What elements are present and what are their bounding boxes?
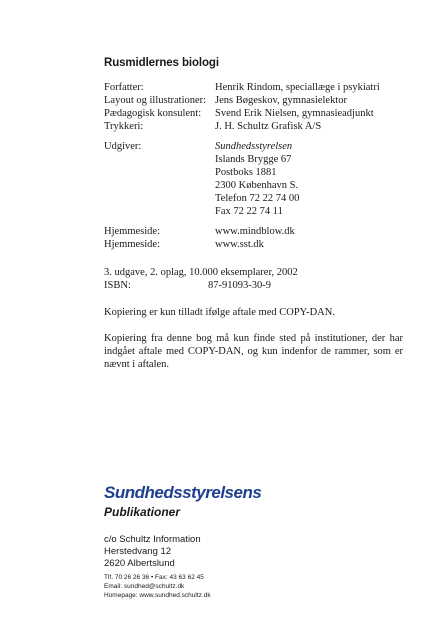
credit-label: Forfatter:: [104, 82, 144, 93]
copy-notice-detail: Kopiering fra denne bog må kun finde sted på institutioner, der har indgået aftale med COPY-DAN, og kun indenfor de rammer, som er nævnt i aftalen.: [104, 333, 403, 370]
isbn-label: ISBN:: [104, 280, 131, 291]
publisher-address-text: 2300 København S.: [215, 180, 299, 191]
publisher-name: Sundhedsstyrelsen: [215, 141, 293, 152]
website-label: Hjemmeside:: [104, 239, 160, 250]
contact-line: Tlf. 70 26 26 36 • Fax: 43 63 62 45: [104, 574, 204, 581]
website-label: Hjemmeside:: [104, 226, 160, 237]
logo-subtitle: Publikationer: [104, 505, 181, 519]
isbn-value: 87-91093-30-9: [208, 280, 271, 291]
website-link[interactable]: www.sst.dk: [215, 239, 264, 250]
sundhedsstyrelsen-logo: [104, 483, 261, 503]
credit-value: Jens Bøgeskov, gymnasielektor: [215, 95, 348, 106]
publisher-address-text: Fax 72 22 74 11: [215, 206, 283, 217]
logo-part1: Sundheds: [104, 483, 183, 502]
credit-value: Svend Erik Nielsen, gymnasieadjunkt: [215, 108, 374, 119]
copy-notice: Kopiering er kun tilladt ifølge aftale med COPY-DAN.: [104, 307, 335, 318]
page-title: Rusmidlernes biologi: [104, 57, 219, 69]
credit-label: Layout og illustrationer:: [104, 95, 207, 106]
distributor-line: 2620 Albertslund: [104, 558, 175, 569]
contact-homepage: Homepage: www.sundhed.schultz.dk: [104, 592, 211, 599]
credit-value: Henrik Rindom, speciallæge i psykiatri: [215, 82, 380, 93]
publisher-address-text: Postboks 1881: [215, 167, 277, 178]
website-link[interactable]: www.mindblow.dk: [215, 226, 295, 237]
distributor-line: Herstedvang 12: [104, 546, 172, 557]
distributor-line: c/o Schultz Information: [104, 534, 201, 545]
publisher-address-text: Telefon 72 22 74 00: [215, 193, 300, 204]
publisher-address-text: Islands Brygge 67: [215, 154, 292, 165]
logo-part2: styrelsens: [182, 483, 262, 502]
publisher-label: Udgiver:: [104, 141, 142, 152]
contact-email: Email: sundhed@schultz.dk: [104, 583, 185, 590]
edition-value: 3. udgave, 2. oplag, 10.000 eksemplarer, 2002: [104, 267, 298, 278]
credit-value: J. H. Schultz Grafisk A/S: [215, 121, 322, 132]
credit-label: Trykkeri:: [104, 121, 144, 132]
credit-label: Pædagogisk konsulent:: [104, 108, 202, 119]
